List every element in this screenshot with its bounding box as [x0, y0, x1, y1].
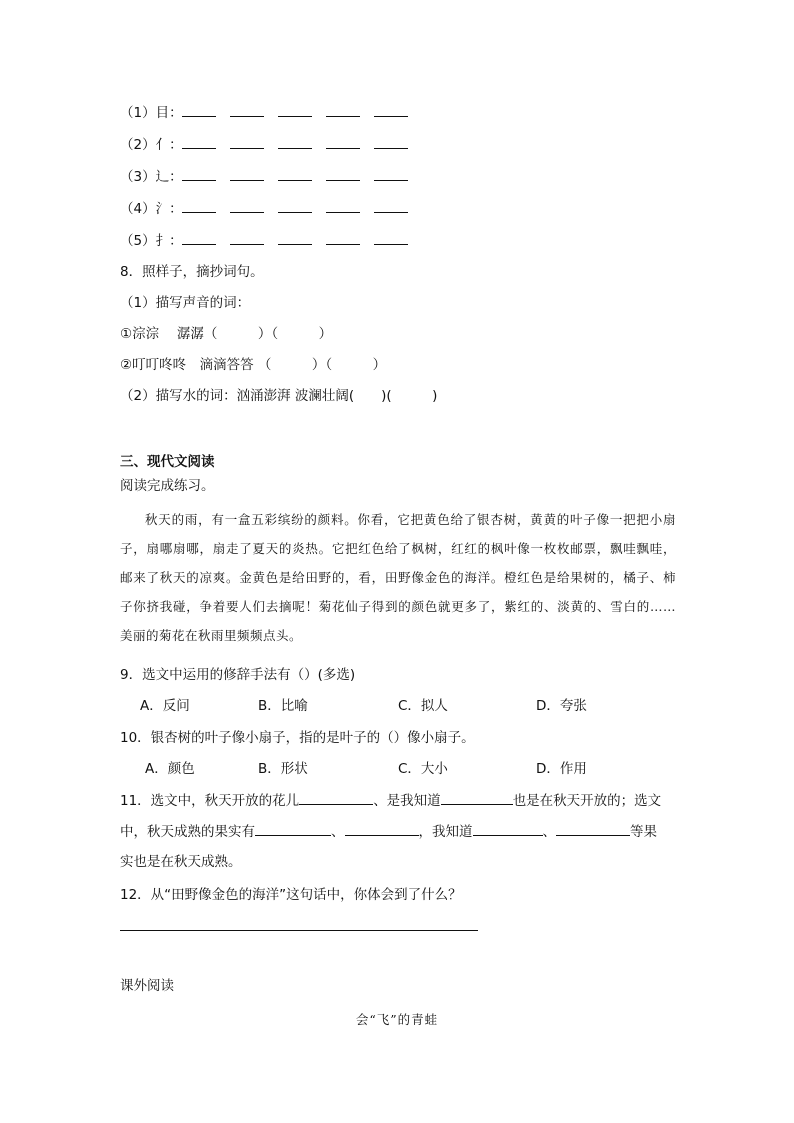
answer-blank[interactable] — [326, 232, 360, 245]
q11-text: 、是我知道 — [373, 793, 441, 809]
radical-row-5 — [120, 231, 422, 251]
extra-article-title: 会“飞”的青蛙 — [355, 1012, 439, 1027]
answer-blank[interactable] — [374, 232, 408, 245]
q9-option-a[interactable]: A．反问 — [140, 698, 190, 714]
answer-blank[interactable] — [182, 168, 216, 181]
q11-line-2 — [120, 821, 657, 842]
q10-question: 10．银杏树的叶子像小扇子，指的是叶子的（）像小扇子。 — [120, 730, 475, 746]
q11-line-3: 实也是在秋天成熟。 — [120, 854, 242, 870]
answer-blank[interactable] — [374, 104, 408, 117]
answer-blank[interactable] — [230, 168, 264, 181]
answer-blank[interactable] — [374, 168, 408, 181]
answer-blank[interactable] — [278, 168, 312, 181]
q10-option-c[interactable]: C．大小 — [398, 761, 448, 777]
q8-example-2: ②叮叮咚咚 滴滴答答 （ ）（ ） — [120, 357, 387, 373]
answer-blank[interactable] — [182, 104, 216, 117]
radical-label: （4）氵： — [120, 201, 183, 217]
answer-blank[interactable] — [473, 821, 543, 836]
radical-row-2 — [120, 135, 422, 155]
radical-label: （3）辶： — [120, 169, 183, 185]
q11-text: 、 — [331, 824, 345, 840]
answer-blank[interactable] — [278, 104, 312, 117]
q9-option-d[interactable]: D．夸张 — [536, 698, 587, 714]
radical-row-3 — [120, 167, 422, 187]
q8-heading: 8．照样子，摘抄词句。 — [120, 264, 264, 280]
radical-label: （2）亻： — [120, 137, 183, 153]
answer-blank[interactable] — [345, 821, 419, 836]
q9-option-b[interactable]: B．比喻 — [258, 698, 308, 714]
reading-passage: 秋天的雨，有一盒五彩缤纷的颜料。你看，它把黄色给了银杏树，黄黄的叶子像一把把小扇子，扇哪扇哪，扇走了夏天的炎热。它把红色给了枫树，红红的枫叶像一枚枚邮票，飘哇飘哇，邮来了秋天的凉爽。金黄色是给田野的，看，田野像金色的海洋。橙红色是给果树的，橘子、柿子你挤我碰，争着要人们去摘呢！菊花仙子得到的颜色就更多了，紫红的、淡黄的、雪白的……美丽的菊花在秋雨里频频点头。 — [120, 512, 676, 643]
q9-question: 9．选文中运用的修辞手法有（）(多选) — [120, 667, 356, 683]
q8-example-1: ①淙淙 潺潺（ ）（ ） — [120, 326, 333, 342]
answer-blank[interactable] — [230, 104, 264, 117]
answer-blank[interactable] — [278, 232, 312, 245]
answer-blank[interactable] — [255, 821, 331, 836]
section-title: 三、现代文阅读 — [120, 454, 215, 470]
answer-blank[interactable] — [374, 200, 408, 213]
answer-blank[interactable] — [441, 790, 513, 805]
q11-text: 中，秋天成熟的果实有 — [120, 824, 255, 840]
answer-blank[interactable] — [230, 232, 264, 245]
q11-text: 等果 — [630, 824, 657, 840]
answer-blank[interactable] — [182, 200, 216, 213]
answer-blank[interactable] — [326, 200, 360, 213]
answer-blank[interactable] — [326, 136, 360, 149]
answer-blank[interactable] — [230, 136, 264, 149]
q12-answer-line[interactable] — [120, 930, 478, 931]
answer-blank[interactable] — [374, 136, 408, 149]
extra-heading: 课外阅读 — [120, 978, 174, 994]
q11-text: 也是在秋天开放的；选文 — [512, 793, 662, 809]
q12-question: 12．从“田野像金色的海洋”这句话中，你体会到了什么？ — [120, 887, 462, 903]
q8-sub1: （1）描写声音的词： — [120, 295, 251, 311]
answer-blank[interactable] — [326, 168, 360, 181]
answer-blank[interactable] — [230, 200, 264, 213]
q11-text: 、 — [542, 824, 556, 840]
answer-blank[interactable] — [326, 104, 360, 117]
answer-blank[interactable] — [556, 821, 630, 836]
radical-label: （1）目： — [120, 105, 183, 121]
radical-row-4 — [120, 199, 422, 219]
answer-blank[interactable] — [278, 200, 312, 213]
q10-option-b[interactable]: B．形状 — [258, 761, 308, 777]
section-instruction: 阅读完成练习。 — [120, 478, 215, 494]
q10-option-a[interactable]: A．颜色 — [145, 761, 195, 777]
answer-blank[interactable] — [182, 232, 216, 245]
answer-blank[interactable] — [182, 136, 216, 149]
q11-text: ，我知道 — [418, 824, 473, 840]
q9-option-c[interactable]: C．拟人 — [398, 698, 448, 714]
radical-row-1 — [120, 103, 422, 123]
answer-blank[interactable] — [299, 790, 373, 805]
q11-text: 11．选文中，秋天开放的花儿 — [120, 793, 300, 809]
radical-label: （5）扌： — [120, 233, 183, 249]
q11-line-1 — [120, 790, 661, 811]
q8-sub2: （2）描写水的词：汹涌澎湃 波澜壮阔( )( ) — [120, 388, 438, 404]
answer-blank[interactable] — [278, 136, 312, 149]
q10-option-d[interactable]: D．作用 — [536, 761, 587, 777]
